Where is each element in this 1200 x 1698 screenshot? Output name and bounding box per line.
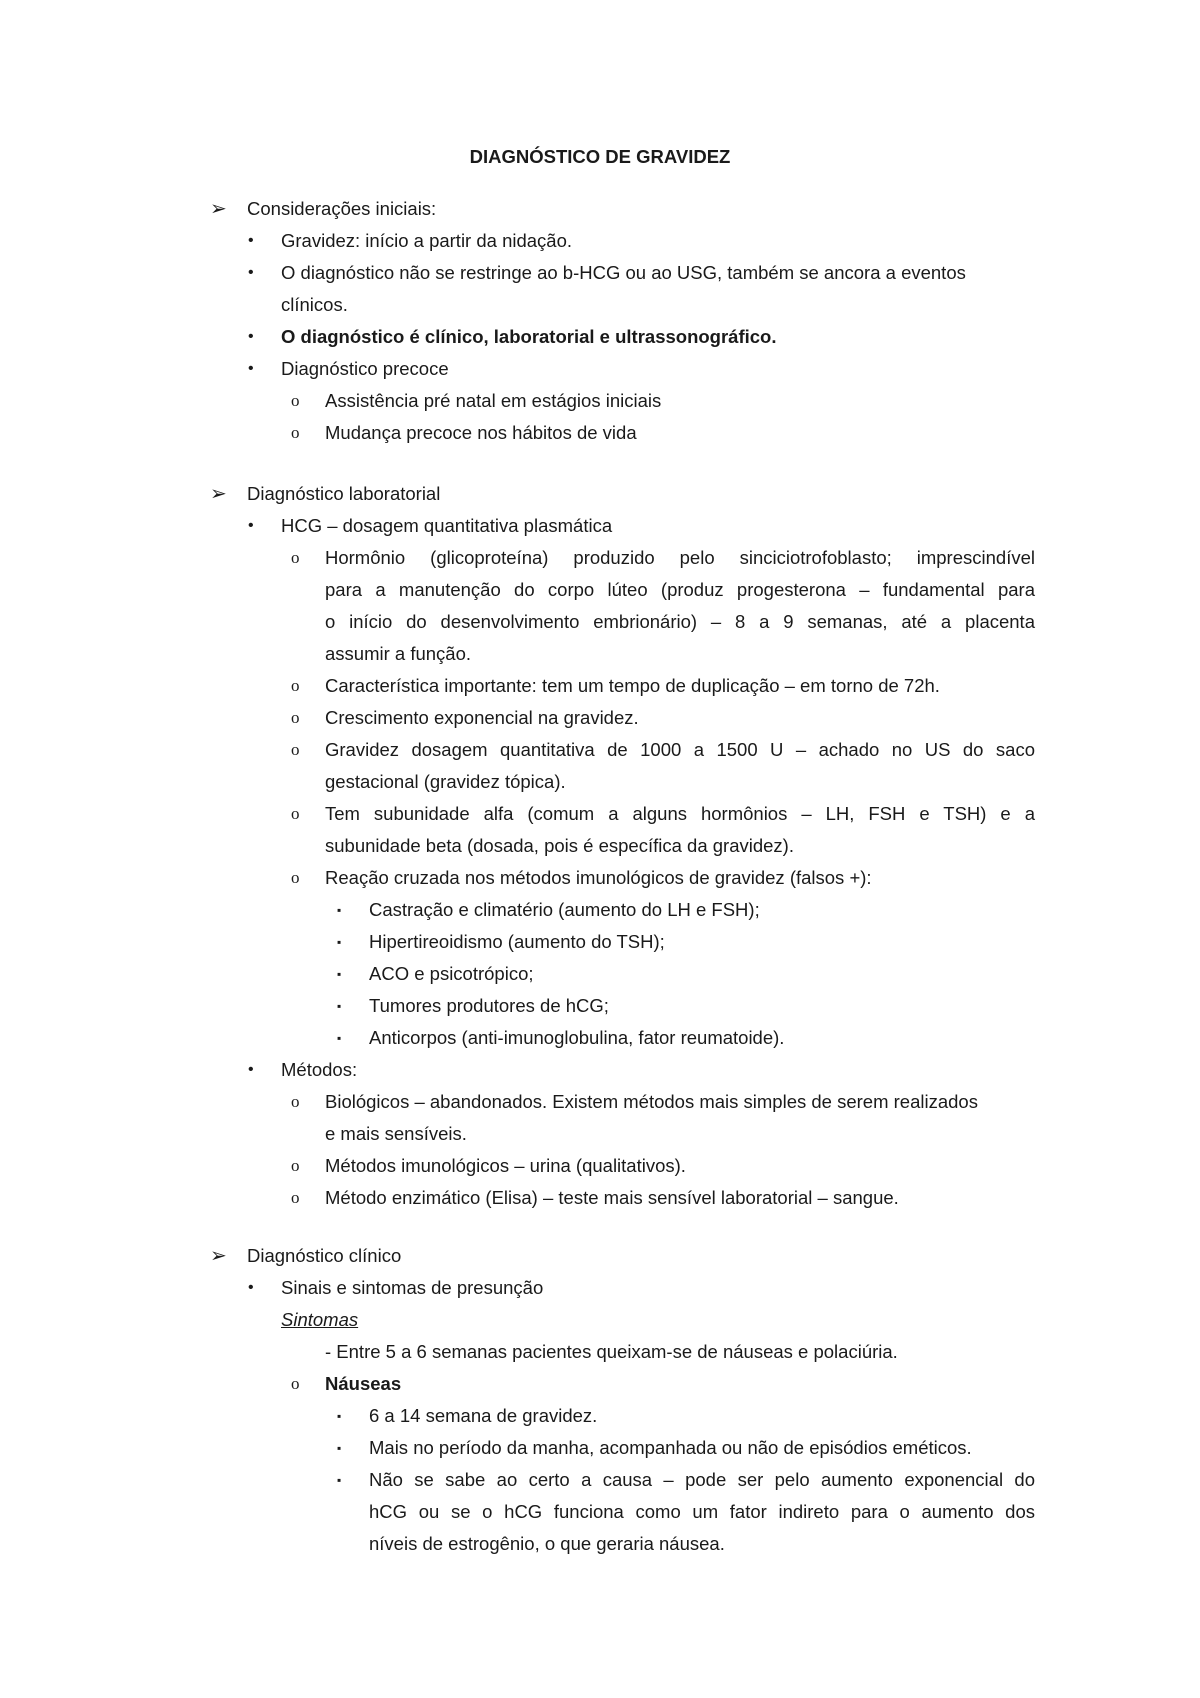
sub-list-item: o Mudança precoce nos hábitos de vida xyxy=(0,417,1200,449)
list-item: • Métodos: xyxy=(0,1054,1200,1086)
list-item-continuation: clínicos. xyxy=(281,294,348,315)
sub-list-item-continuation: subunidade beta (dosada, pois é específica da gravidez). xyxy=(325,835,794,856)
sub-list-item: o Métodos imunológicos – urina (qualitativos). xyxy=(0,1150,1200,1182)
section-heading: ➢ Diagnóstico clínico xyxy=(0,1240,1200,1272)
circle-bullet-icon: o xyxy=(291,1188,300,1207)
circle-bullet-icon: o xyxy=(291,676,300,695)
nested-list-item: ▪ 6 a 14 semana de gravidez. xyxy=(0,1400,1200,1432)
list-item: • Sinais e sintomas de presunção xyxy=(0,1272,1200,1304)
sub-list-item-continuation: assumir a função. xyxy=(325,643,472,664)
square-bullet-icon: ▪ xyxy=(337,935,342,949)
list-item: • O diagnóstico não se restringe ao b-HCG ou ao USG, também se ancora a eventos xyxy=(0,257,1200,289)
circle-bullet-icon: o xyxy=(291,548,300,567)
section-diagnostico-laboratorial xyxy=(0,478,1200,1214)
arrow-bullet-icon: ➢ xyxy=(210,198,227,220)
list-item: • Diagnóstico precoce xyxy=(0,353,1200,385)
section-diagnostico-clinico xyxy=(0,1240,1200,1560)
sub-list-item-continuation: para a manutenção do corpo lúteo (produz progesterona – fundamental para xyxy=(325,579,1035,600)
bullet-icon: • xyxy=(248,517,254,534)
sub-list-item: o Reação cruzada nos métodos imunológicos de gravidez (falsos +): xyxy=(0,862,1200,894)
circle-bullet-icon: o xyxy=(291,1374,300,1393)
circle-bullet-icon: o xyxy=(291,1092,300,1111)
square-bullet-icon: ▪ xyxy=(337,1031,342,1045)
bullet-icon: • xyxy=(248,1061,254,1078)
square-bullet-icon: ▪ xyxy=(337,1473,342,1487)
sub-list-item-continuation: e mais sensíveis. xyxy=(325,1123,467,1144)
arrow-bullet-icon: ➢ xyxy=(210,1245,227,1267)
circle-bullet-icon: o xyxy=(291,868,300,887)
sub-list-item: o Gravidez dosagem quantitativa de 1000 a 1500 U – achado no US do saco xyxy=(0,734,1200,766)
nested-list-item: ▪ Mais no período da manha, acompanhada ou não de episódios eméticos. xyxy=(0,1432,1200,1464)
square-bullet-icon: ▪ xyxy=(337,999,342,1013)
square-bullet-icon: ▪ xyxy=(337,1441,342,1455)
circle-bullet-icon: o xyxy=(291,740,300,759)
circle-bullet-icon: o xyxy=(291,708,300,727)
circle-bullet-icon: o xyxy=(291,1156,300,1175)
square-bullet-icon: ▪ xyxy=(337,1409,342,1423)
subheading-sintomas: Sintomas xyxy=(281,1309,359,1330)
sub-list-item-continuation: gestacional (gravidez tópica). xyxy=(325,771,566,792)
bullet-icon: • xyxy=(248,360,254,377)
sub-list-item: o Método enzimático (Elisa) – teste mais sensível laboratorial – sangue. xyxy=(0,1182,1200,1214)
bullet-icon: • xyxy=(248,264,254,281)
bullet-icon: • xyxy=(248,1279,254,1296)
circle-bullet-icon: o xyxy=(291,423,300,442)
sub-list-item: o Hormônio (glicoproteína) produzido pelo sinciciotrofoblasto; imprescindível xyxy=(0,542,1200,574)
nested-list-item: ▪ ACO e psicotrópico; xyxy=(0,958,1200,990)
circle-bullet-icon: o xyxy=(291,391,300,410)
sub-list-item: o Biológicos – abandonados. Existem métodos mais simples de serem realizados xyxy=(0,1086,1200,1118)
dash-note: - Entre 5 a 6 semanas pacientes queixam-se de náuseas e polaciúria. xyxy=(325,1341,898,1362)
nested-list-item: ▪ Hipertireoidismo (aumento do TSH); xyxy=(0,926,1200,958)
sub-list-item: o Náuseas xyxy=(0,1368,1200,1400)
square-bullet-icon: ▪ xyxy=(337,967,342,981)
nested-list-item-continuation: níveis de estrogênio, o que geraria náusea. xyxy=(369,1533,725,1554)
arrow-bullet-icon: ➢ xyxy=(210,483,227,505)
section-heading: ➢ Considerações iniciais: xyxy=(0,193,1200,225)
list-item: • Gravidez: início a partir da nidação. xyxy=(0,225,1200,257)
sub-list-item: o Tem subunidade alfa (comum a alguns hormônios – LH, FSH e TSH) e a xyxy=(0,798,1200,830)
section-consideracoes xyxy=(0,193,1200,449)
square-bullet-icon: ▪ xyxy=(337,903,342,917)
circle-bullet-icon: o xyxy=(291,804,300,823)
nested-list-item-continuation: hCG ou se o hCG funciona como um fator indireto para o aumento dos xyxy=(369,1501,1035,1522)
nested-list-item: ▪ Anticorpos (anti-imunoglobulina, fator reumatoide). xyxy=(0,1022,1200,1054)
list-item: • HCG – dosagem quantitativa plasmática xyxy=(0,510,1200,542)
bullet-icon: • xyxy=(248,232,254,249)
sub-list-item-continuation: o início do desenvolvimento embrionário) – 8 a 9 semanas, até a placenta xyxy=(325,611,1035,632)
sub-list-item: o Crescimento exponencial na gravidez. xyxy=(0,702,1200,734)
bullet-icon: • xyxy=(248,328,254,345)
nested-list-item: ▪ Não se sabe ao certo a causa – pode ser pelo aumento exponencial do xyxy=(0,1464,1200,1496)
nested-list-item: ▪ Tumores produtores de hCG; xyxy=(0,990,1200,1022)
nested-list-item: ▪ Castração e climatério (aumento do LH e FSH); xyxy=(0,894,1200,926)
section-heading: ➢ Diagnóstico laboratorial xyxy=(0,478,1200,510)
sub-list-item: o Assistência pré natal em estágios iniciais xyxy=(0,385,1200,417)
document-title: DIAGNÓSTICO DE GRAVIDEZ xyxy=(469,146,731,167)
list-item: • O diagnóstico é clínico, laboratorial e ultrassonográfico. xyxy=(0,321,1200,353)
sub-list-item: o Característica importante: tem um tempo de duplicação – em torno de 72h. xyxy=(0,670,1200,702)
